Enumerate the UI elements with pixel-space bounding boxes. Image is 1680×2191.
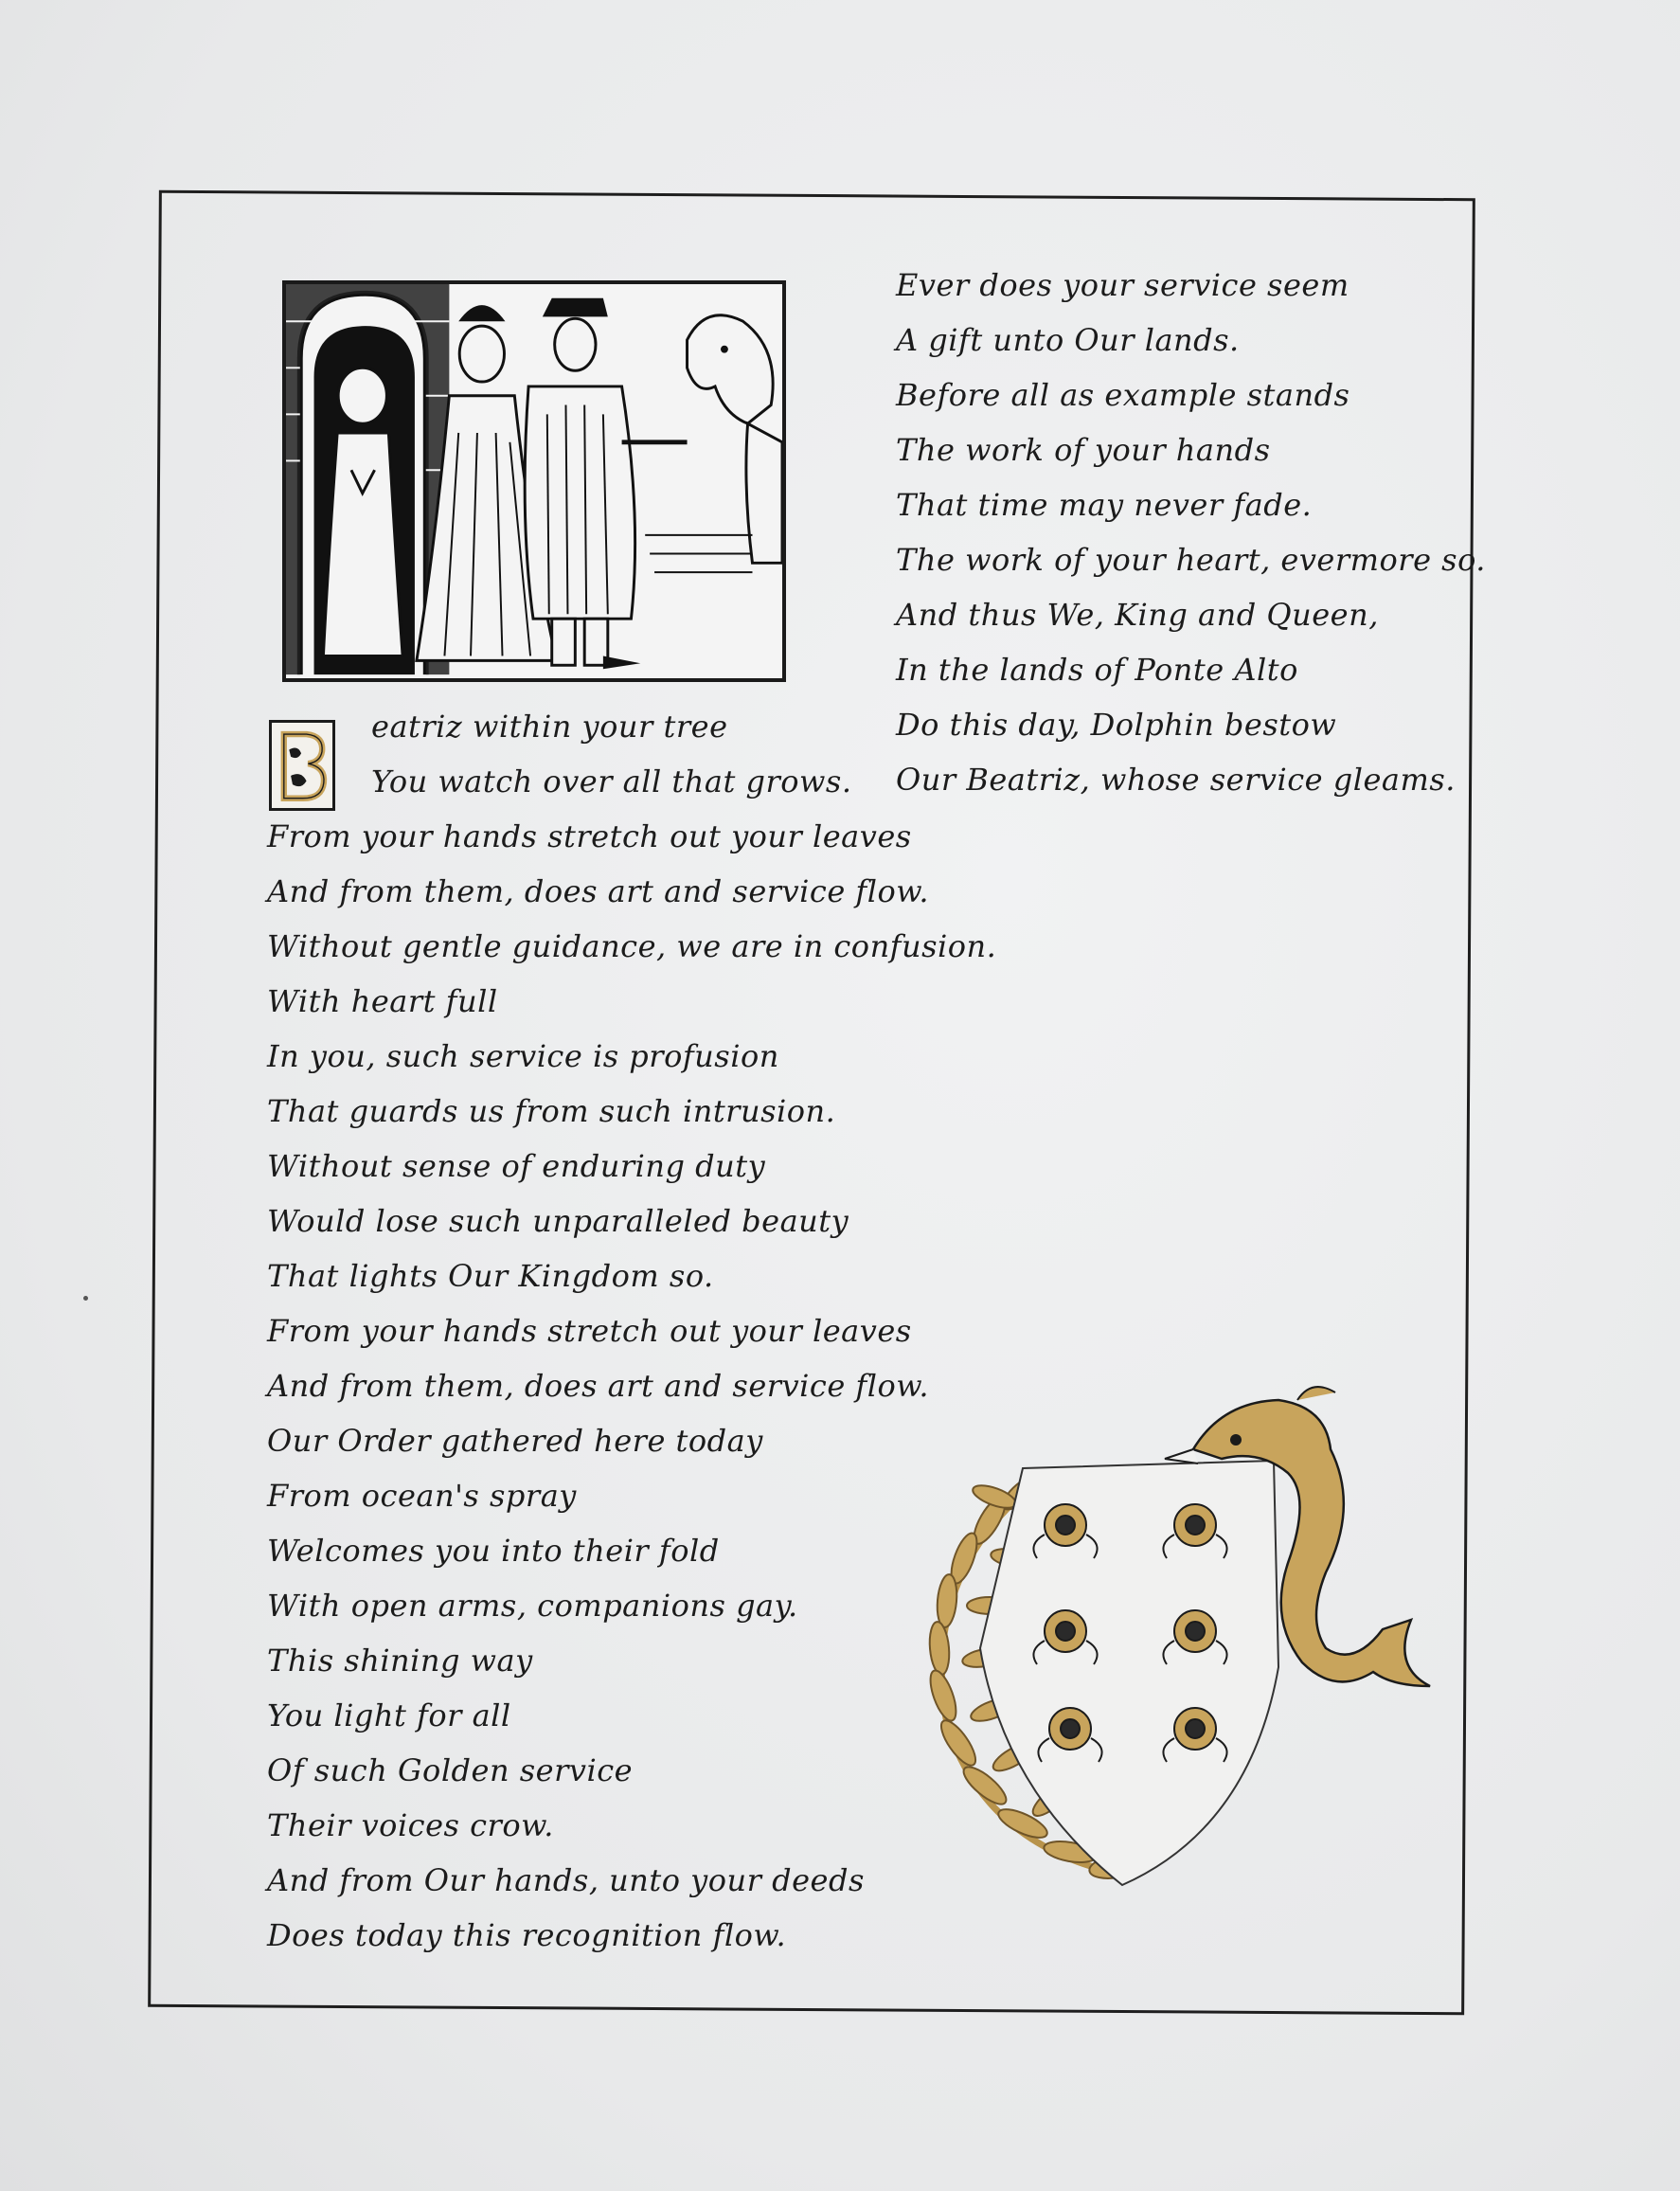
verse-line: That time may never fade. — [896, 487, 1313, 523]
verse-line: Without sense of enduring duty — [267, 1148, 766, 1184]
verse-line: You light for all — [267, 1697, 511, 1733]
verse-line: And from them, does art and service flow. — [267, 1368, 930, 1404]
paper-speck — [83, 1296, 88, 1301]
verse-line: From your hands stretch out your leaves — [267, 818, 912, 854]
verse-line: From ocean's spray — [267, 1478, 577, 1514]
verse-line: That lights Our Kingdom so. — [267, 1258, 714, 1294]
verse-line: Of such Golden service — [267, 1752, 634, 1788]
verse-line: That guards us from such intrusion. — [267, 1093, 836, 1129]
verse-line: In the lands of Ponte Alto — [896, 652, 1298, 688]
verse-line: Welcomes you into their fold — [267, 1533, 720, 1569]
verse-line: A gift unto Our lands. — [896, 322, 1240, 358]
verse-line: In you, such service is profusion — [267, 1038, 779, 1074]
verse-line: And from them, does art and service flow. — [267, 873, 930, 909]
verse-line: Without gentle guidance, we are in confusion. — [267, 928, 997, 964]
heraldic-achievement — [881, 1383, 1458, 1913]
verse-line: Before all as example stands — [896, 377, 1350, 413]
verse-line: Their voices crow. — [267, 1807, 554, 1843]
verse-line: From your hands stretch out your leaves — [267, 1313, 912, 1349]
verse-line: This shining way — [267, 1643, 533, 1679]
verse-line: Our Order gathered here today — [267, 1423, 763, 1459]
verse-line: With open arms, companions gay. — [267, 1588, 798, 1624]
verse-line: The work of your hands — [896, 432, 1271, 468]
illuminated-initial-icon — [269, 720, 335, 811]
woodcut-illustration-icon — [282, 280, 786, 682]
verse-line: Do this day, Dolphin bestow — [896, 707, 1337, 743]
verse-line: Would lose such unparalleled beauty — [267, 1203, 849, 1239]
verse-line: And thus We, King and Queen, — [896, 597, 1379, 633]
verse-line: Ever does your service seem — [896, 267, 1349, 303]
verse-line: You watch over all that grows. — [371, 763, 852, 799]
verse-line: eatriz within your tree — [371, 709, 728, 745]
verse-line: With heart full — [267, 983, 498, 1019]
verse-line: Does today this recognition flow. — [267, 1917, 787, 1953]
verse-line: Our Beatriz, whose service gleams. — [896, 762, 1456, 798]
verse-line: And from Our hands, unto your deeds — [267, 1862, 865, 1898]
verse-line: The work of your heart, evermore so. — [896, 542, 1486, 578]
